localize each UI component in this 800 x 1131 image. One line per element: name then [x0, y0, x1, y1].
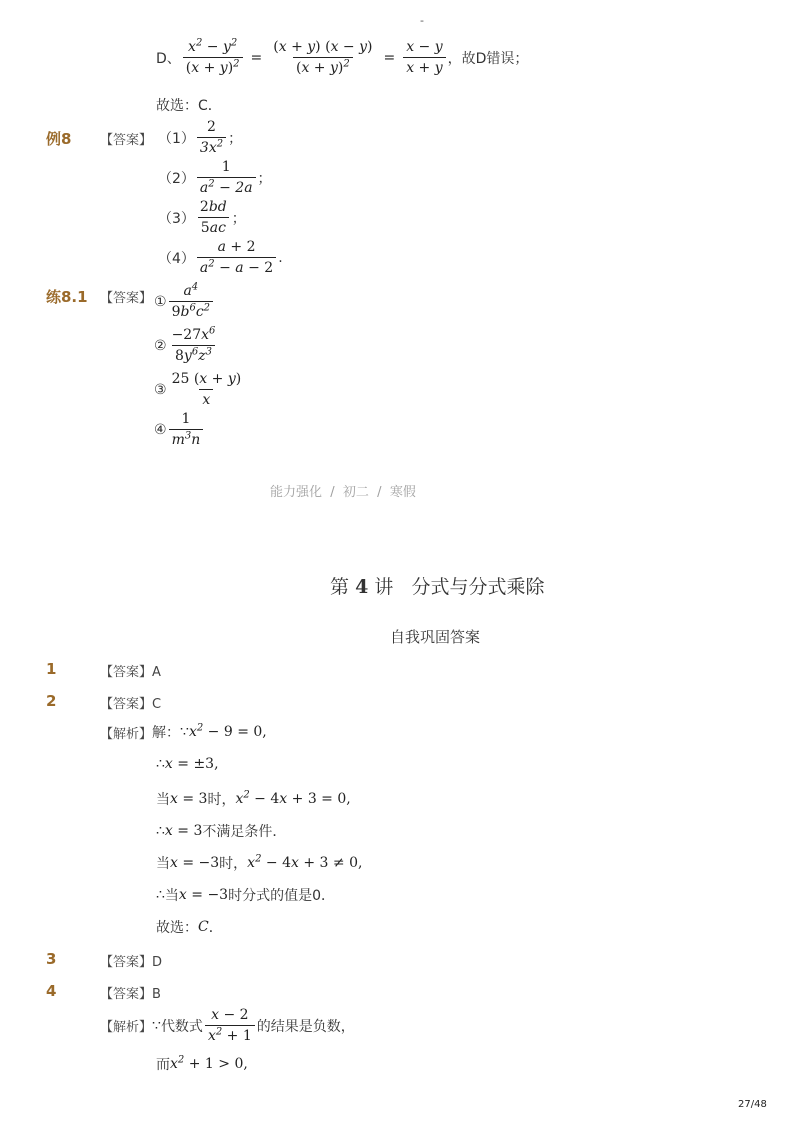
analysis-line: 【解析】 解： ∵ $x^2 - 9 = 0$, [100, 722, 267, 742]
answer-item [154, 326, 220, 365]
fraction: $\frac{(x + y) (x - y)}{(x + y)^2}$ [273, 39, 373, 76]
item-tail: ； [231, 210, 246, 227]
item-tail: ； [257, 170, 272, 187]
item-number: （4） [158, 250, 195, 267]
then-label: 时， [207, 792, 236, 808]
fraction: $\frac{-27x^6}{8y^6z^3}$ [171, 325, 216, 364]
fraction: $\frac{a + 2}{a^2 - a - 2}$ [197, 238, 276, 277]
item-number: （1） [158, 130, 195, 147]
fraction: $\frac{1}{m^3n}$ [169, 410, 204, 449]
analysis-line: 故选： C ． [156, 919, 223, 936]
practice-label: 练8.1 [46, 288, 88, 306]
running-footer: 能力强化 / 初二 / 寒假 [270, 485, 416, 500]
analysis-line: ∴ 当 x = −3 时分式的值是0． [156, 887, 336, 904]
item-number: ① [154, 293, 167, 310]
when-label: 当 [164, 888, 179, 904]
answer-item [158, 158, 272, 197]
question-number: 4 [46, 982, 57, 1000]
item-tail: ； [228, 130, 243, 147]
analysis-tag: 【解析】 [100, 726, 153, 742]
invalid-label: 不满足条件． [202, 824, 287, 840]
conclusion-label: 时分式的值是0． [228, 888, 336, 904]
item-number: （2） [158, 170, 195, 187]
chosen-label: 故选： [156, 920, 198, 936]
answer-item [158, 238, 283, 277]
answer-item [158, 198, 246, 237]
and-label: 而 [156, 1057, 170, 1073]
question-number: 2 [46, 692, 57, 710]
answer-value: D [152, 955, 163, 970]
analysis-line: ∴ x = ±3, [156, 756, 219, 772]
item-number: ④ [154, 421, 167, 438]
answer-line [100, 661, 161, 680]
top-mark: - [420, 14, 424, 27]
answer-item [158, 118, 242, 157]
section-subtitle: 自我巩固答案 [390, 628, 481, 646]
fraction: $\frac{x - y}{x + y}$ [403, 38, 445, 77]
title-suffix: 讲 分式与分式乘除 [374, 576, 545, 598]
example-label: 例8 [46, 130, 72, 148]
question-number: 1 [46, 660, 57, 678]
when-label: 当 [156, 792, 170, 808]
answer-line [100, 951, 162, 970]
title-prefix: 第 [330, 576, 350, 598]
analysis-line: 而 $x^2 + 1 > 0$, [156, 1054, 248, 1073]
option-d-suffix: ，故D错误； [447, 50, 529, 67]
answer-tag: 【答案】 [100, 665, 153, 680]
analysis-tag: 【解析】 [100, 1020, 153, 1035]
answer-value: B [152, 987, 161, 1002]
option-d-prefix: D、 [156, 50, 181, 67]
answer-value: A [152, 665, 161, 680]
chosen-line: 故选：C． [156, 98, 222, 114]
option-d-line: D、 $\frac{x^2 - y^2}{(x + y)^2}$ = $\frac{(x + y) (x - y)}{(x + y)^2}$ = $\frac{x - y}{x + y}$ ，故D错误； [156, 37, 529, 76]
fraction: $\frac{2}{3x^2}$ [197, 118, 226, 157]
item-number: （3） [158, 210, 195, 227]
answer-tag: 【答案】 [100, 291, 153, 306]
solve-label: 解： [152, 725, 181, 741]
answer-tag: 【答案】 [100, 955, 153, 970]
answer-value: C [152, 697, 162, 712]
answer-item [154, 410, 205, 449]
answer-line [100, 693, 161, 712]
answer-tag: 【答案】 [100, 133, 153, 148]
answer-tag: 【答案】 [100, 697, 153, 712]
page-number: 27/48 [738, 1099, 767, 1110]
question-number: 3 [46, 950, 57, 968]
item-tail: . [278, 249, 283, 266]
item-number: ② [154, 337, 167, 354]
fraction: $\frac{25 (x + y)}{x}$ [171, 371, 242, 408]
analysis-line: 当 x = −3 时， $x^2 - 4x + 3 \ne 0$, [156, 853, 363, 872]
when-label: 当 [156, 856, 170, 872]
title-number: 4 [355, 576, 369, 598]
fraction: $\frac{a^4}{9b^6c^2}$ [169, 282, 213, 321]
answer-line [100, 983, 161, 1002]
item-number: ③ [154, 381, 167, 398]
analysis-line: ∴ x = 3 不满足条件． [156, 823, 287, 840]
answer-tag: 【答案】 [100, 987, 153, 1002]
fraction: $\frac{1}{a^2 - 2a}$ [197, 158, 256, 197]
fraction: $\frac{2bd}{5ac}$ [197, 198, 230, 237]
expression-label: 代数式 [160, 1018, 203, 1035]
answer-item [154, 370, 246, 409]
result-label: 的结果是负数， [256, 1018, 355, 1035]
answer-item [154, 282, 215, 321]
analysis-line: 【解析】 ∵ 代数式 $\frac{x - 2}{x^2 + 1}$ 的结果是负数， [100, 1007, 355, 1044]
lecture-title [330, 572, 544, 599]
fraction: $\frac{x - 2}{x^2 + 1}$ [205, 1006, 255, 1045]
analysis-line: 当 x = 3 时， $x^2 - 4x + 3 = 0$, [156, 789, 351, 808]
fraction: $\frac{x^2 - y^2}{(x + y)^2}$ [183, 38, 243, 77]
then-label: 时， [219, 856, 248, 872]
